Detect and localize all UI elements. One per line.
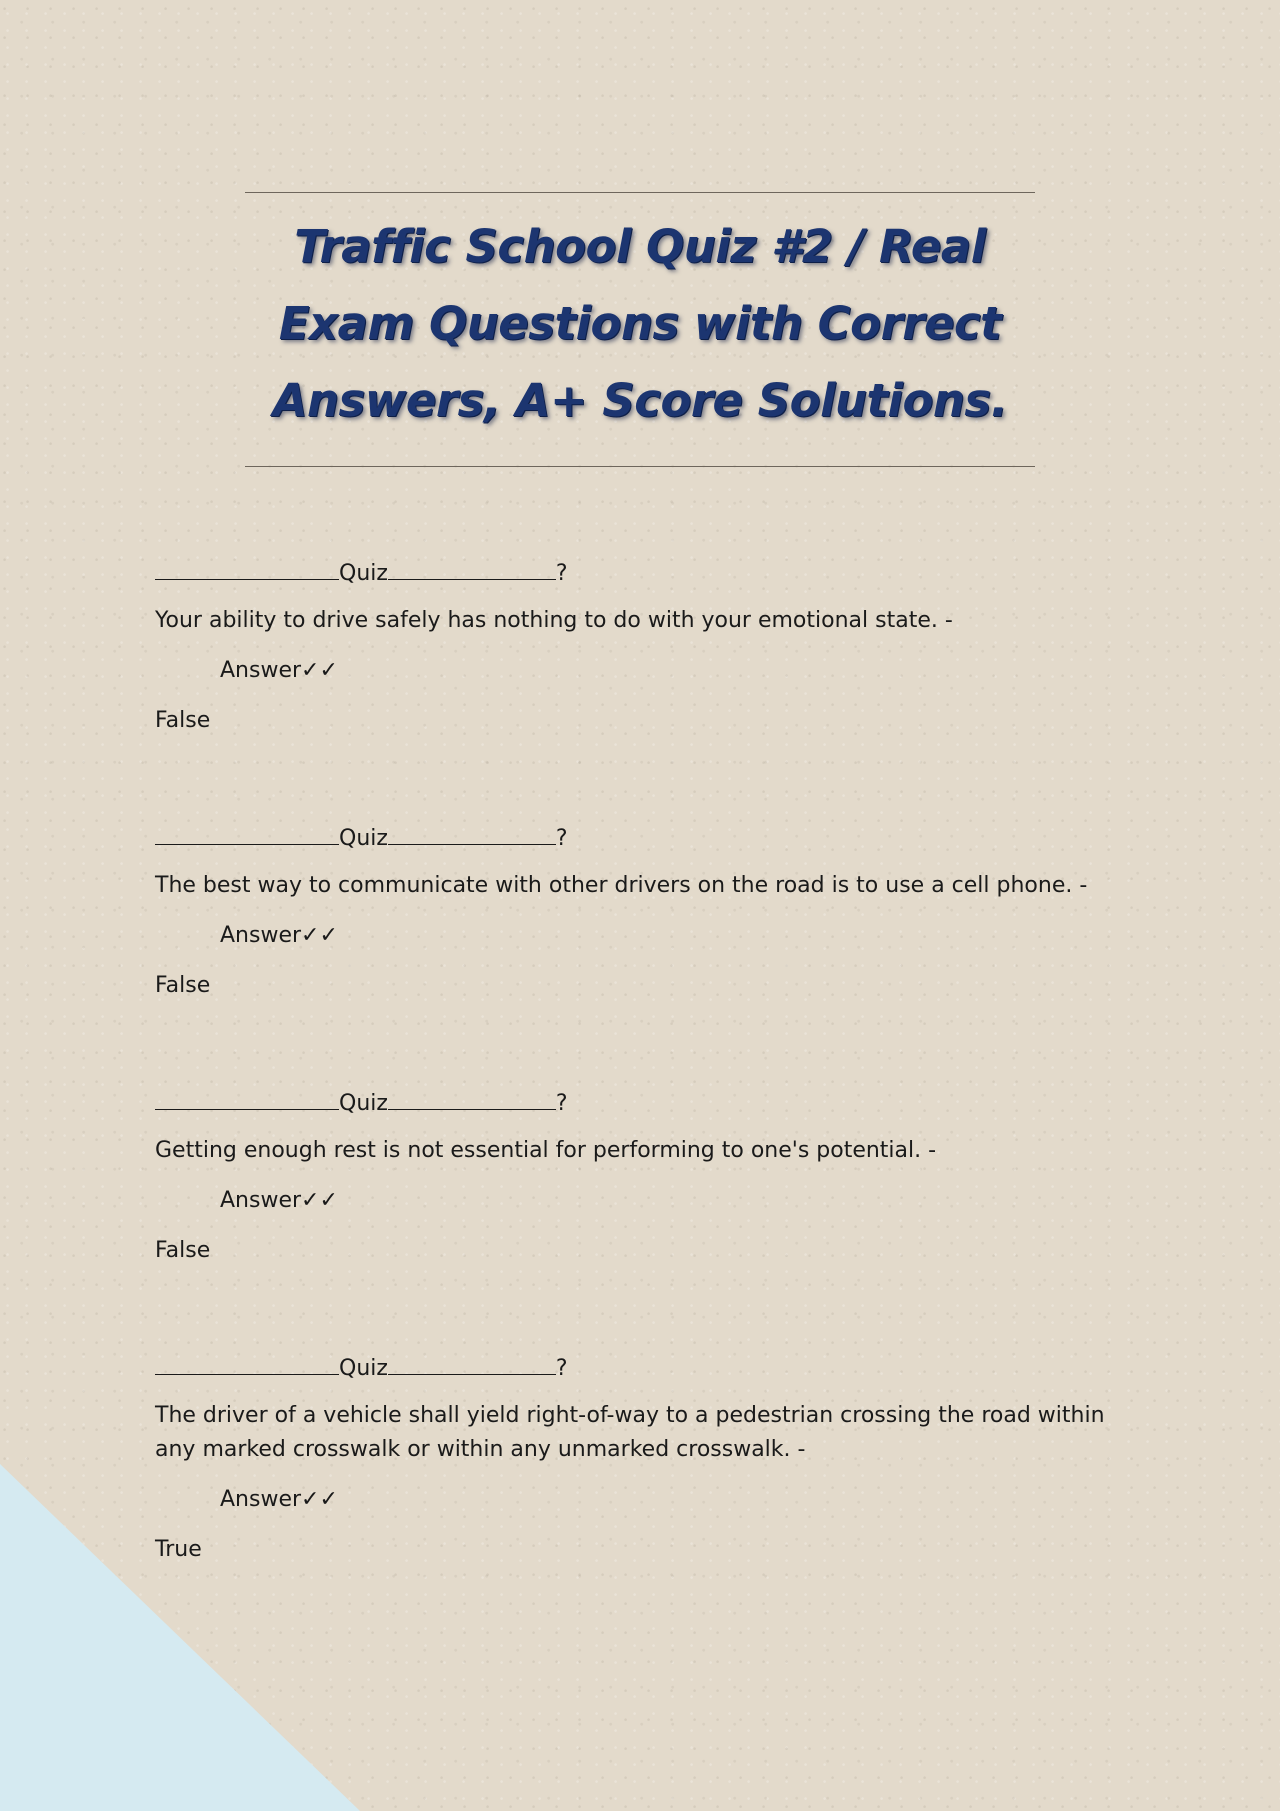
blank-line <box>388 1352 556 1375</box>
answer-value: False <box>155 708 211 733</box>
question-mark: ? <box>555 1356 568 1381</box>
title-top-rule <box>245 192 1035 193</box>
question-header <box>155 557 1125 591</box>
blank-line <box>388 1087 556 1110</box>
quiz-label: Quiz <box>339 1356 388 1381</box>
question-block-2 <box>155 822 1125 1001</box>
blank-line <box>155 1087 339 1110</box>
question-text: Your ability to drive safely has nothing to do with your emotional state. - <box>155 608 953 633</box>
question-text: The best way to communicate with other drivers on the road is to use a cell phone. - <box>155 873 1088 898</box>
answer-value: False <box>155 1238 211 1263</box>
question-header <box>155 1352 1125 1386</box>
answer-value: False <box>155 973 211 998</box>
blank-line <box>155 822 339 845</box>
title-line-2: Exam Questions with Correct <box>278 297 1002 350</box>
quiz-label: Quiz <box>339 826 388 851</box>
title-line-1: Traffic School Quiz #2 / Real <box>294 220 986 273</box>
blank-line <box>155 1352 339 1375</box>
answer-label: Answer✓✓ <box>220 1188 338 1213</box>
answer-label: Answer✓✓ <box>220 923 338 948</box>
title-line-3: Answers, A+ Score Solutions. <box>272 374 1008 427</box>
answer-label: Answer✓✓ <box>220 658 338 683</box>
question-text: The driver of a vehicle shall yield right-of-way to a pedestrian crossing the road within any marked crosswalk or within any unmarked crosswalk. - <box>155 1403 1105 1462</box>
answer-label: Answer✓✓ <box>220 1487 338 1512</box>
question-mark: ? <box>555 826 568 851</box>
question-block-4 <box>155 1352 1125 1565</box>
blank-line <box>155 557 339 580</box>
question-block-1 <box>155 557 1125 736</box>
question-header <box>155 1087 1125 1121</box>
document-title <box>245 208 1035 439</box>
question-block-3 <box>155 1087 1125 1266</box>
quiz-label: Quiz <box>339 561 388 586</box>
question-mark: ? <box>555 561 568 586</box>
question-mark: ? <box>555 1091 568 1116</box>
question-header <box>155 822 1125 856</box>
answer-value: True <box>155 1537 202 1562</box>
question-text: Getting enough rest is not essential for performing to one's potential. - <box>155 1138 937 1163</box>
blank-line <box>388 822 556 845</box>
title-bottom-rule <box>245 466 1035 467</box>
quiz-label: Quiz <box>339 1091 388 1116</box>
blank-line <box>388 557 556 580</box>
